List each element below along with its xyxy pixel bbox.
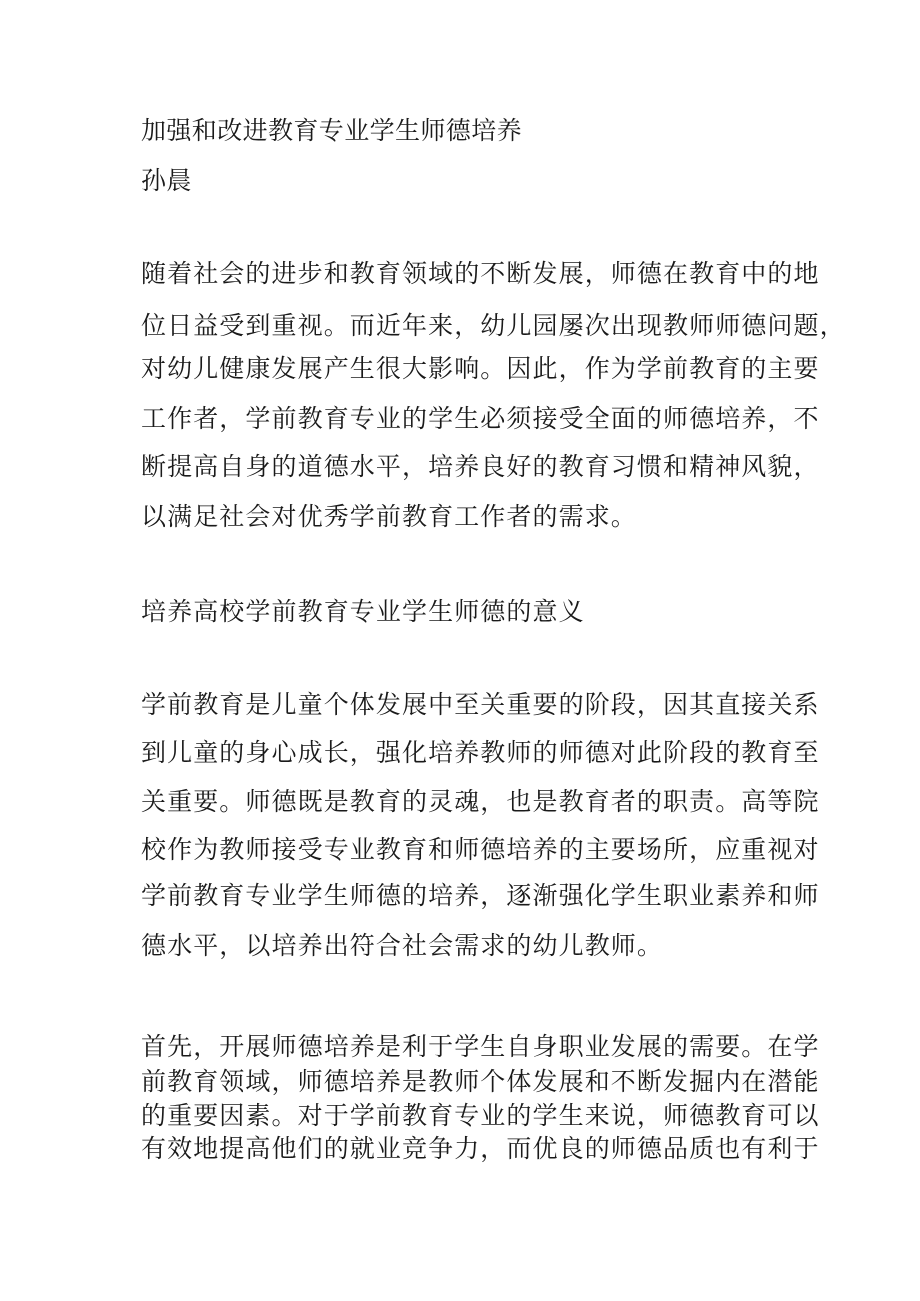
first-point-line: 有效地提高他们的就业竞争力，而优良的师德品质也有利于 (141, 1134, 820, 1163)
first-point-line: 首先，开展师德培养是利于学生自身职业发展的需要。在学 (141, 1032, 820, 1061)
first-point-line: 前教育领域，师德培养是教师个体发展和不断发掘内在潜能 (141, 1067, 820, 1096)
intro-line: 对幼儿健康发展产生很大影响。因此，作为学前教育的主要 (141, 354, 820, 383)
significance-line: 校作为教师接受专业教育和师德培养的主要场所，应重视对 (141, 835, 820, 864)
document-title: 加强和改进教育专业学生师德培养 (141, 116, 523, 145)
intro-line: 断提高自身的道德水平，培养良好的教育习惯和精神风貌， (141, 452, 820, 481)
first-point-line: 的重要因素。对于学前教育专业的学生来说，师德教育可以 (141, 1101, 820, 1130)
significance-line: 学前教育是儿童个体发展中至关重要的阶段，因其直接关系 (141, 690, 820, 719)
significance-line: 关重要。师德既是教育的灵魂，也是教育者的职责。高等院 (141, 787, 820, 816)
significance-line: 德水平，以培养出符合社会需求的幼儿教师。 (141, 931, 664, 960)
intro-line: 位日益受到重视。而近年来，幼儿园屡次出现教师师德问题， (141, 311, 846, 340)
section-heading: 培养高校学前教育专业学生师德的意义 (141, 597, 585, 626)
intro-line: 随着社会的进步和教育领域的不断发展，师德在教育中的地 (141, 259, 820, 288)
significance-line: 到儿童的身心成长，强化培养教师的师德对此阶段的教育至 (141, 738, 820, 767)
intro-line: 以满足社会对优秀学前教育工作者的需求。 (141, 502, 637, 531)
significance-line: 学前教育专业学生师德的培养，逐渐强化学生职业素养和师 (141, 881, 820, 910)
document-author: 孙晨 (141, 166, 192, 195)
intro-line: 工作者，学前教育专业的学生必须接受全面的师德培养，不 (141, 404, 820, 433)
